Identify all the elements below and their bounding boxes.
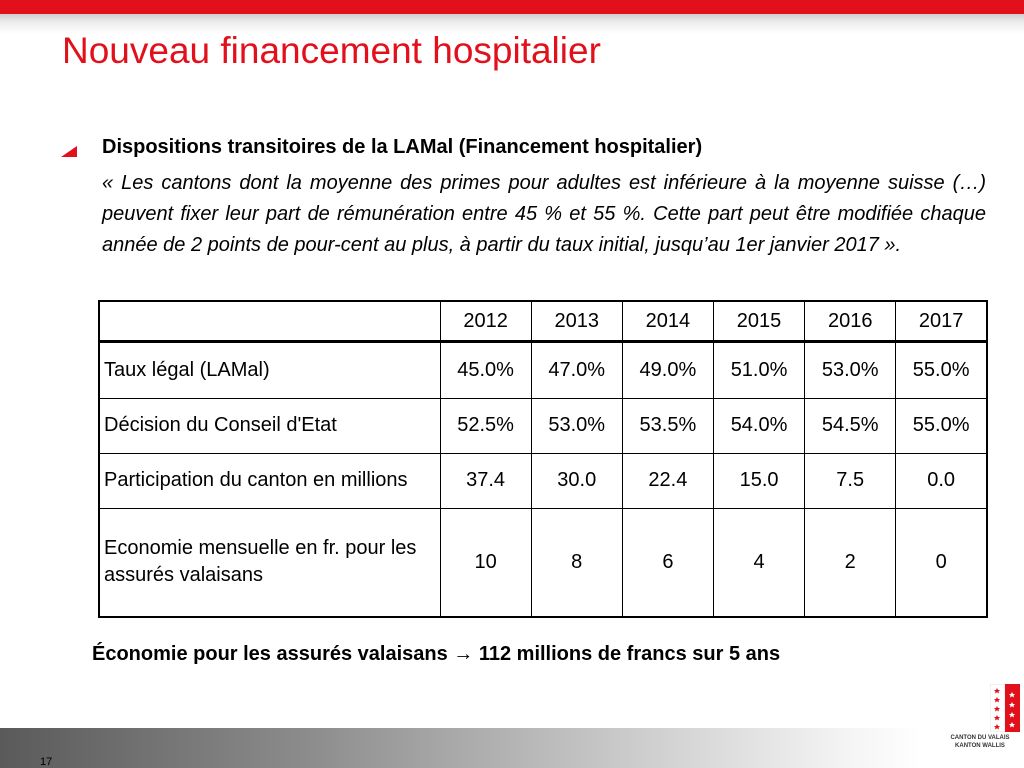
- table-cell: 55.0%: [896, 342, 987, 399]
- logo-caption-line2: KANTON WALLIS: [955, 743, 1005, 749]
- table-row: [99, 398, 987, 453]
- table-cell: 30.0: [531, 453, 622, 508]
- year-header: 2012: [440, 301, 531, 342]
- table-cell: 7.5: [805, 453, 896, 508]
- logo-caption-line1: CANTON DU VALAIS: [950, 735, 1010, 741]
- table-cell: 4: [713, 508, 804, 617]
- row-label: Décision du Conseil d'Etat: [99, 398, 440, 453]
- table-header-empty: [99, 301, 440, 342]
- table-cell: 0.0: [896, 453, 987, 508]
- page-number: 17: [40, 756, 53, 768]
- table-header-row: [99, 301, 987, 342]
- legal-quote: « Les cantons dont la moyenne des primes pour adultes est inférieure à la moyenne suisse (…) peuvent fixer leur part de rémunération entre 45 % et 55 %. Cette part peut être modifiée chaque année de 2 points de pour-cent au plus, à partir du taux initial, jusqu’au 1er janvier 2017 ».: [102, 172, 986, 256]
- summary-statement: Économie pour les assurés valaisans → 112 millions de francs sur 5 ans: [92, 643, 781, 665]
- year-header: 2014: [622, 301, 713, 342]
- footer-gradient-bar: [0, 728, 1024, 768]
- slide-title: Nouveau financement hospitalier: [62, 30, 601, 71]
- table-cell: 51.0%: [713, 342, 804, 399]
- table-cell: 53.0%: [805, 342, 896, 399]
- top-accent-bar: [0, 0, 1024, 14]
- table-row: [99, 453, 987, 508]
- table-row: [99, 342, 987, 399]
- year-header: 2015: [713, 301, 804, 342]
- table-cell: 45.0%: [440, 342, 531, 399]
- year-header: 2013: [531, 301, 622, 342]
- table-cell: 54.0%: [713, 398, 804, 453]
- canton-valais-logo-icon: [990, 684, 1020, 732]
- year-header: 2016: [805, 301, 896, 342]
- row-label: Economie mensuelle en fr. pour les assurés valaisans: [99, 508, 440, 617]
- row-label: Taux légal (LAMal): [99, 342, 440, 399]
- table-cell: 22.4: [622, 453, 713, 508]
- table-cell: 0: [896, 508, 987, 617]
- table-cell: 52.5%: [440, 398, 531, 453]
- financing-table: [98, 300, 988, 618]
- table-cell: 53.0%: [531, 398, 622, 453]
- table-row: [99, 508, 987, 617]
- section-heading: Dispositions transitoires de la LAMal (Financement hospitalier): [102, 136, 703, 158]
- table-cell: 49.0%: [622, 342, 713, 399]
- bullet-triangle-icon: [61, 146, 77, 157]
- table-cell: 53.5%: [622, 398, 713, 453]
- table-cell: 54.5%: [805, 398, 896, 453]
- table-cell: 47.0%: [531, 342, 622, 399]
- table-cell: 10: [440, 508, 531, 617]
- table-cell: 55.0%: [896, 398, 987, 453]
- table-cell: 6: [622, 508, 713, 617]
- table-cell: 8: [531, 508, 622, 617]
- year-header: 2017: [896, 301, 987, 342]
- table-cell: 15.0: [713, 453, 804, 508]
- table-cell: 37.4: [440, 453, 531, 508]
- table-cell: 2: [805, 508, 896, 617]
- logo-caption: [940, 734, 1020, 750]
- row-label: Participation du canton en millions: [99, 453, 440, 508]
